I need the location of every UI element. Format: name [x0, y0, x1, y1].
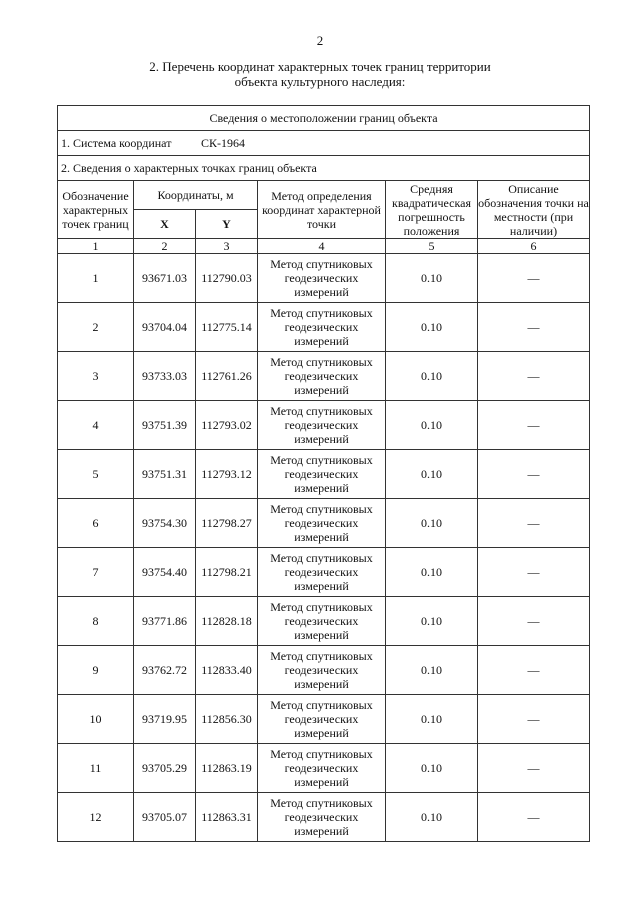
point-y: 112790.03 [196, 254, 258, 303]
point-x: 93671.03 [134, 254, 196, 303]
point-error: 0.10 [386, 254, 478, 303]
column-number: 3 [196, 239, 258, 254]
point-method: Метод спутниковых геодезических измерений [258, 352, 386, 401]
point-method: Метод спутниковых геодезических измерений [258, 499, 386, 548]
point-method: Метод спутниковых геодезических измерений [258, 646, 386, 695]
column-number: 1 [58, 239, 134, 254]
header-y: Y [196, 210, 258, 239]
point-x: 93705.07 [134, 793, 196, 842]
table-row [58, 352, 590, 401]
column-number: 5 [386, 239, 478, 254]
header-x: X [134, 210, 196, 239]
point-description: — [478, 401, 590, 450]
point-description: — [478, 450, 590, 499]
table-row [58, 695, 590, 744]
point-y: 112775.14 [196, 303, 258, 352]
header-row [58, 181, 590, 210]
table-row [58, 548, 590, 597]
point-number: 11 [58, 744, 134, 793]
points-info-row [58, 156, 590, 181]
point-x: 93762.72 [134, 646, 196, 695]
column-number: 4 [258, 239, 386, 254]
point-x: 93751.31 [134, 450, 196, 499]
point-method: Метод спутниковых геодезических измерений [258, 695, 386, 744]
point-description: — [478, 303, 590, 352]
point-method: Метод спутниковых геодезических измерений [258, 401, 386, 450]
points-info-label: 2. Сведения о характерных точках границ объекта [58, 156, 590, 181]
point-x: 93754.30 [134, 499, 196, 548]
point-error: 0.10 [386, 646, 478, 695]
table-caption: Сведения о местоположении границ объекта [58, 106, 590, 131]
point-number: 12 [58, 793, 134, 842]
point-number: 8 [58, 597, 134, 646]
point-error: 0.10 [386, 597, 478, 646]
point-x: 93719.95 [134, 695, 196, 744]
column-number: 2 [134, 239, 196, 254]
table-row [58, 646, 590, 695]
header-description: Описание обозначения точки на местности (при наличии) [478, 181, 589, 238]
point-y: 112833.40 [196, 646, 258, 695]
point-description: — [478, 695, 590, 744]
point-error: 0.10 [386, 450, 478, 499]
coordinate-system-label: 1. Система координат [61, 136, 172, 150]
point-method: Метод спутниковых геодезических измерений [258, 548, 386, 597]
point-x: 93771.86 [134, 597, 196, 646]
point-number: 9 [58, 646, 134, 695]
header-error: Средняя квадратическая погрешность положения [386, 181, 478, 239]
point-error: 0.10 [386, 695, 478, 744]
title-line-1: 2. Перечень координат характерных точек границ территории [149, 59, 491, 74]
table-row [58, 254, 590, 303]
point-x: 93751.39 [134, 401, 196, 450]
point-description: — [478, 744, 590, 793]
header-method: Метод определения координат характерной точки [258, 181, 386, 239]
point-description: — [478, 793, 590, 842]
point-error: 0.10 [386, 793, 478, 842]
point-y: 112793.12 [196, 450, 258, 499]
header-coordinates: Координаты, м [134, 181, 258, 210]
point-error: 0.10 [386, 401, 478, 450]
table-row [58, 303, 590, 352]
point-method: Метод спутниковых геодезических измерений [258, 303, 386, 352]
caption-row [58, 106, 590, 131]
title-line-2: объекта культурного наследия: [234, 74, 406, 89]
point-description: — [478, 499, 590, 548]
point-description: — [478, 646, 590, 695]
point-x: 93704.04 [134, 303, 196, 352]
table-row [58, 793, 590, 842]
point-description: — [478, 597, 590, 646]
point-number: 5 [58, 450, 134, 499]
point-number: 7 [58, 548, 134, 597]
point-number: 1 [58, 254, 134, 303]
table-row [58, 401, 590, 450]
point-error: 0.10 [386, 352, 478, 401]
point-description: — [478, 254, 590, 303]
point-description: — [478, 352, 590, 401]
point-y: 112863.31 [196, 793, 258, 842]
point-error: 0.10 [386, 548, 478, 597]
table-row [58, 450, 590, 499]
point-error: 0.10 [386, 303, 478, 352]
point-method: Метод спутниковых геодезических измерений [258, 793, 386, 842]
point-y: 112798.21 [196, 548, 258, 597]
page-number: 2 [316, 33, 324, 48]
point-error: 0.10 [386, 499, 478, 548]
table-row [58, 499, 590, 548]
point-y: 112828.18 [196, 597, 258, 646]
point-y: 112761.26 [196, 352, 258, 401]
column-number: 6 [478, 239, 590, 254]
point-x: 93705.29 [134, 744, 196, 793]
point-number: 3 [58, 352, 134, 401]
point-number: 2 [58, 303, 134, 352]
column-numbers-row [58, 239, 590, 254]
coordinate-system-value: СК-1964 [201, 136, 246, 150]
table-row [58, 597, 590, 646]
table-row [58, 744, 590, 793]
point-number: 10 [58, 695, 134, 744]
point-number: 4 [58, 401, 134, 450]
point-description: — [478, 548, 590, 597]
point-y: 112793.02 [196, 401, 258, 450]
coordinates-table [57, 105, 590, 842]
point-error: 0.10 [386, 744, 478, 793]
point-method: Метод спутниковых геодезических измерений [258, 744, 386, 793]
document-title [0, 59, 640, 89]
point-x: 93754.40 [134, 548, 196, 597]
coordinate-system-row [58, 131, 590, 156]
point-y: 112863.19 [196, 744, 258, 793]
header-designation: Обозначение характерных точек границ [58, 181, 134, 239]
point-method: Метод спутниковых геодезических измерений [258, 450, 386, 499]
point-y: 112856.30 [196, 695, 258, 744]
point-method: Метод спутниковых геодезических измерений [258, 254, 386, 303]
point-number: 6 [58, 499, 134, 548]
point-method: Метод спутниковых геодезических измерений [258, 597, 386, 646]
point-x: 93733.03 [134, 352, 196, 401]
point-y: 112798.27 [196, 499, 258, 548]
